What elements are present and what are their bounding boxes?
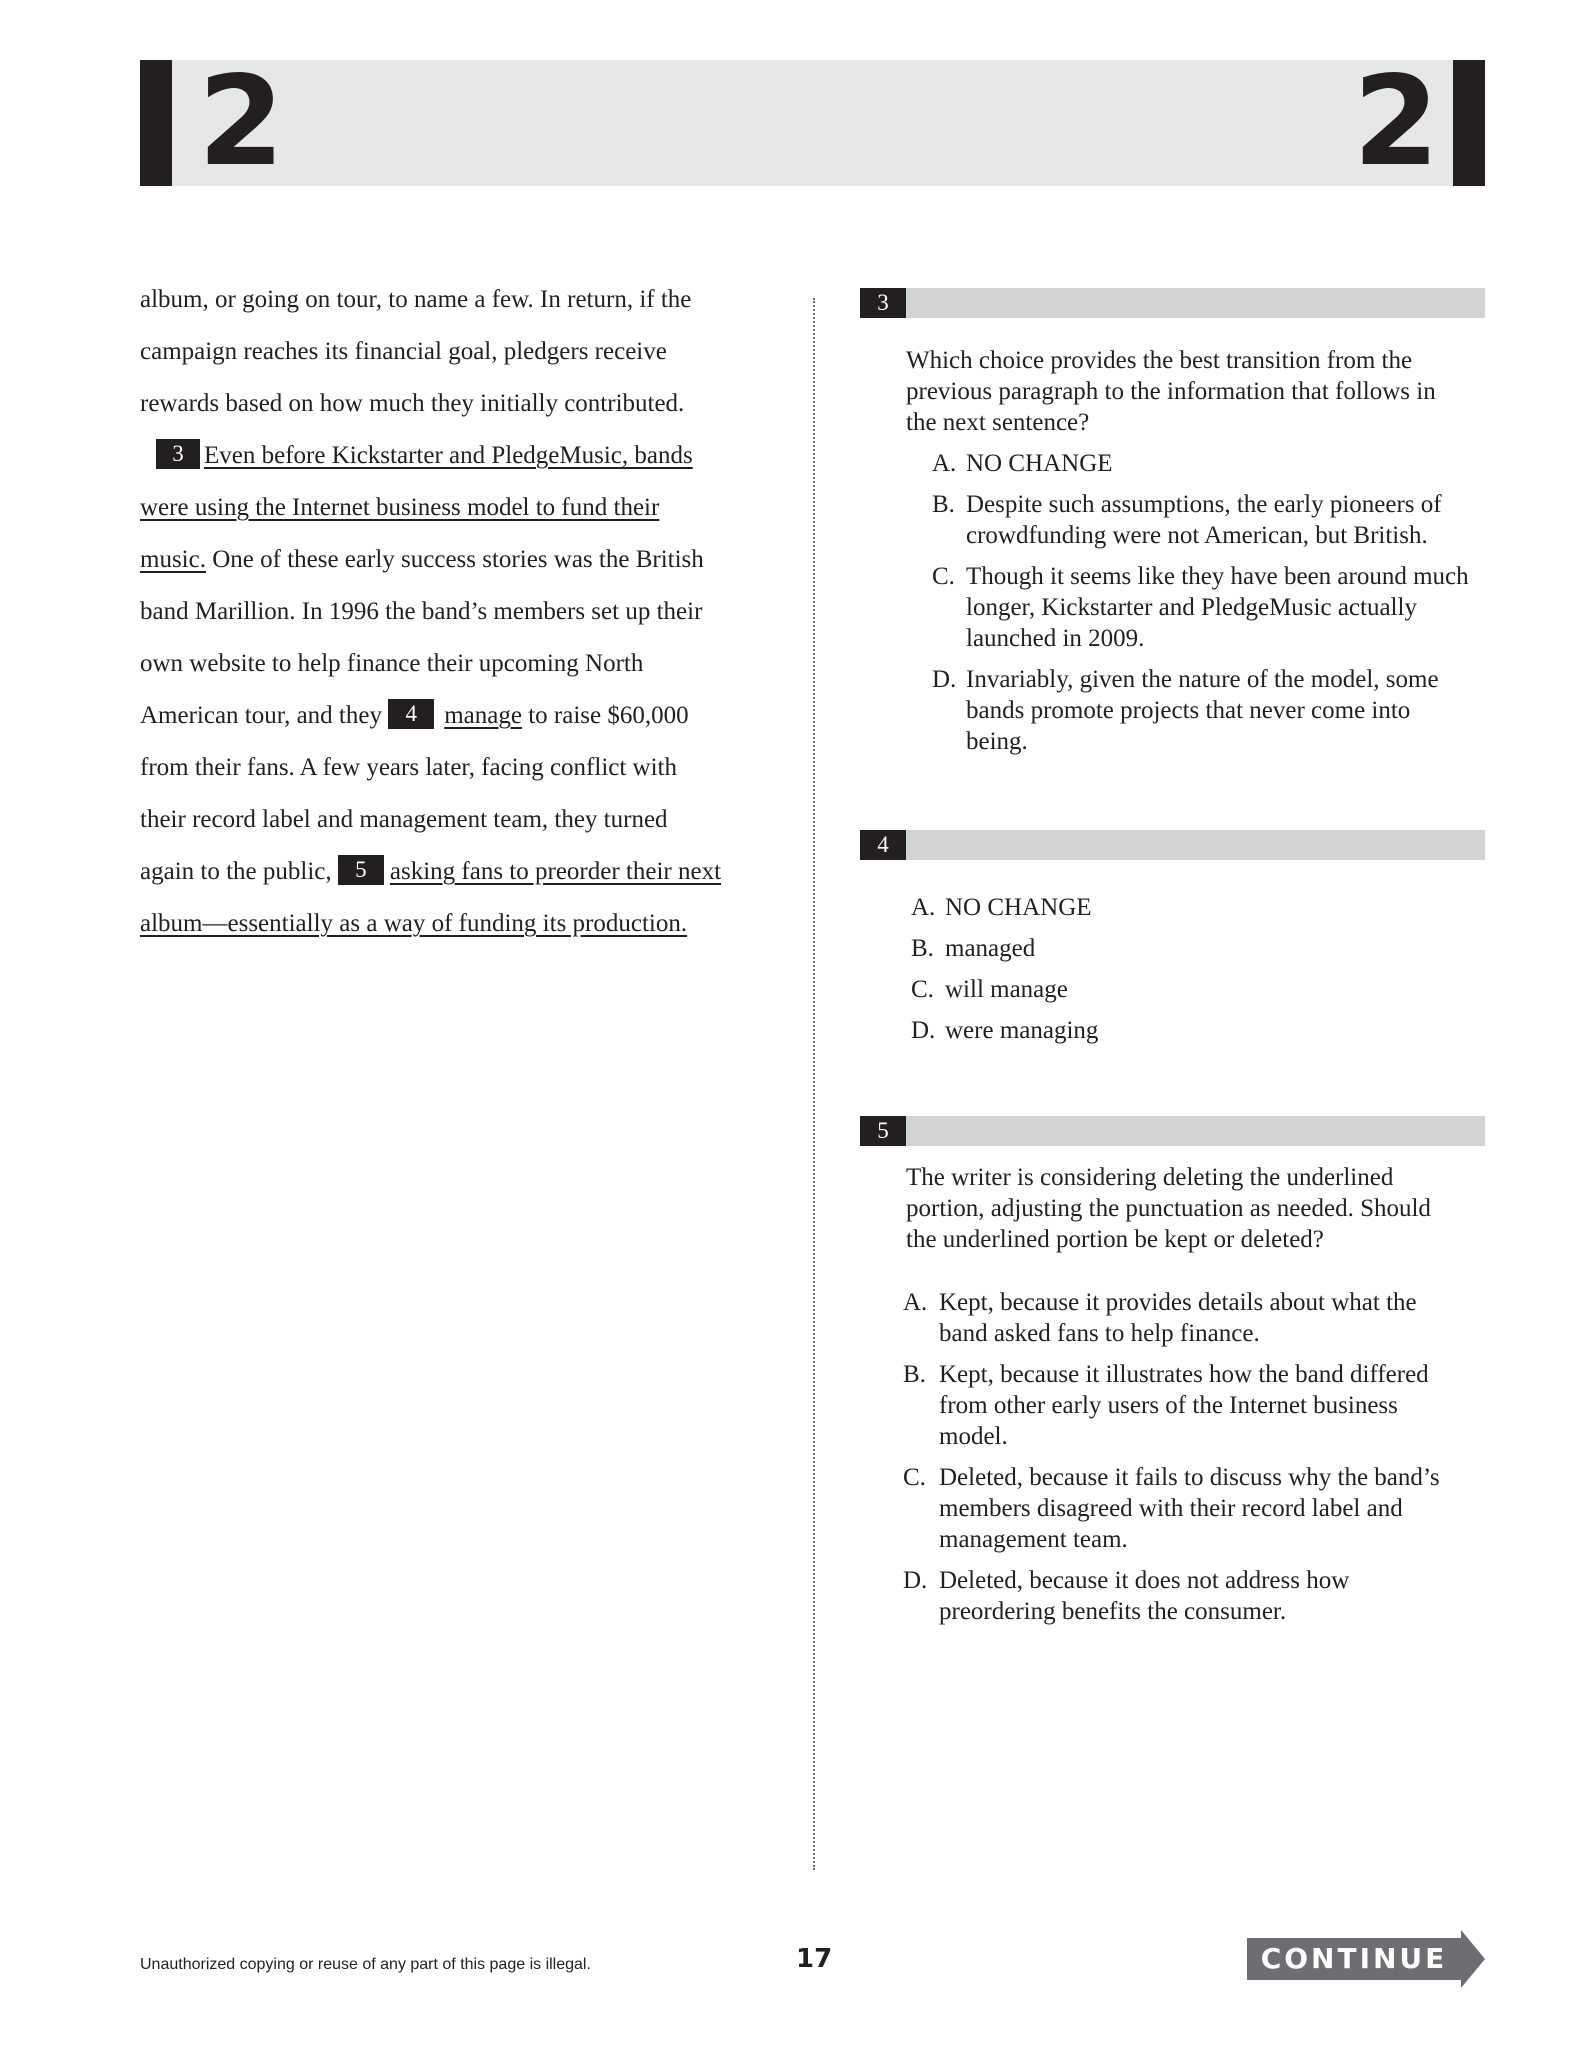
option-text: were managing <box>945 1017 1099 1044</box>
passage-text-span: again to the public, <box>140 858 338 885</box>
option-text: Kept, because it provides details about what the band asked fans to help finance. <box>939 1289 1417 1347</box>
passage-line <box>140 852 780 904</box>
option-text: NO CHANGE <box>966 450 1113 477</box>
option-text: Deleted, because it fails to discuss why the band’s members disagreed with their record label and management team. <box>939 1464 1440 1553</box>
question-5-header <box>860 1116 1485 1146</box>
option-text: Though it seems like they have been around much longer, Kickstarter and PledgeMusic actually launched in 2009. <box>966 563 1469 652</box>
passage-text-span: own website to help finance their upcoming North <box>140 650 644 677</box>
passage-line <box>140 904 780 956</box>
question-4-header <box>860 830 1485 860</box>
question-5-marker[interactable]: 5 <box>338 855 384 885</box>
option-letter: A. <box>903 1289 928 1316</box>
passage-text-span: their record label and management team, they turned <box>140 806 668 833</box>
option-letter: B. <box>911 935 934 962</box>
option-letter: C. <box>911 976 934 1003</box>
question-3-stem: Which choice provides the best transition from the previous paragraph to the information that follows in the next sentence? <box>906 347 1436 436</box>
answer-option[interactable] <box>932 664 1472 757</box>
question-5-stem: The writer is considering deleting the underlined portion, adjusting the punctuation as needed. Should the underlined portion be kept or deleted? <box>906 1164 1431 1253</box>
question-3-options <box>932 448 1472 767</box>
passage-text-span: to raise $60,000 <box>521 702 689 729</box>
passage-line <box>140 540 780 592</box>
continue-button[interactable] <box>1247 1930 1485 1988</box>
answer-option[interactable] <box>903 1462 1463 1555</box>
question-5-number: 5 <box>860 1116 906 1146</box>
option-text: will manage <box>945 976 1068 1003</box>
passage-line <box>140 488 780 540</box>
section-header-band <box>140 60 1485 186</box>
answer-option[interactable] <box>932 489 1472 551</box>
question-3-marker[interactable]: 3 <box>156 439 200 469</box>
underlined-portion-q3[interactable]: Even before Kickstarter and PledgeMusic, bands <box>204 442 693 469</box>
option-letter: C. <box>903 1464 926 1491</box>
section-number-left: 2 <box>198 50 285 194</box>
question-3-header <box>860 288 1485 318</box>
question-4-number: 4 <box>860 830 906 860</box>
answer-option[interactable] <box>911 974 1471 1005</box>
passage-line <box>140 384 780 436</box>
passage-line <box>140 748 780 800</box>
option-text: NO CHANGE <box>945 894 1092 921</box>
underlined-portion-q3[interactable]: were using the Internet business model to fund their <box>140 494 660 521</box>
option-letter: C. <box>932 563 955 590</box>
copyright-notice: Unauthorized copying or reuse of any part of this page is illegal. <box>140 1956 591 1973</box>
underlined-portion-q4[interactable]: manage <box>444 702 522 729</box>
passage-text-span: campaign reaches its financial goal, pledgers receive <box>140 338 667 365</box>
passage-text-span: One of these early success stories was the British <box>205 546 704 573</box>
answer-option[interactable] <box>911 892 1471 923</box>
answer-option[interactable] <box>911 1015 1471 1046</box>
passage-line <box>140 592 780 644</box>
option-letter: D. <box>911 1017 936 1044</box>
passage-line <box>140 332 780 384</box>
option-text: Kept, because it illustrates how the band differed from other early users of the Internet business model. <box>939 1361 1429 1450</box>
answer-option[interactable] <box>903 1359 1463 1452</box>
underlined-portion-q5[interactable]: asking fans to preorder their next <box>389 858 722 885</box>
question-4-options <box>911 892 1471 1056</box>
passage-line <box>140 800 780 852</box>
option-letter: A. <box>932 450 957 477</box>
passage-line <box>140 644 780 696</box>
answer-option[interactable] <box>932 448 1472 479</box>
passage-text-span: American tour, and they <box>140 702 389 729</box>
underlined-portion-q3[interactable]: music. <box>140 546 206 573</box>
continue-label: CONTINUE <box>1260 1942 1448 1975</box>
passage-text-span: from their fans. A few years later, facing conflict with <box>140 754 677 781</box>
section-number-right: 2 <box>1353 50 1440 194</box>
answer-option[interactable] <box>911 933 1471 964</box>
question-3-number: 3 <box>860 288 906 318</box>
passage-text-span: album, or going on tour, to name a few. In return, if the <box>140 286 692 313</box>
page-number: 17 <box>796 1944 833 1974</box>
option-letter: B. <box>903 1361 926 1388</box>
column-divider <box>813 298 815 1870</box>
passage-line <box>140 696 780 748</box>
answer-option[interactable] <box>903 1287 1463 1349</box>
option-text: Despite such assumptions, the early pioneers of crowdfunding were not American, but British. <box>966 491 1442 549</box>
passage-line <box>140 436 780 488</box>
option-letter: D. <box>932 666 957 693</box>
option-letter: B. <box>932 491 955 518</box>
section-header-right-bar <box>1453 60 1485 186</box>
question-4-marker[interactable]: 4 <box>388 699 434 729</box>
option-letter: D. <box>903 1567 928 1594</box>
section-header-left-bar <box>140 60 172 186</box>
underlined-portion-q5[interactable]: album—essentially as a way of funding its production. <box>140 910 688 937</box>
answer-option[interactable] <box>903 1565 1463 1627</box>
passage-text-span: rewards based on how much they initially contributed. <box>140 390 685 417</box>
passage-text <box>140 280 780 956</box>
option-text: Deleted, because it does not address how preordering benefits the consumer. <box>939 1567 1350 1625</box>
passage-line <box>140 280 780 332</box>
passage-text-span: band Marillion. In 1996 the band’s members set up their <box>140 598 703 625</box>
option-text: managed <box>945 935 1036 962</box>
option-letter: A. <box>911 894 936 921</box>
option-text: Invariably, given the nature of the model, some bands promote projects that never come into being. <box>966 666 1439 755</box>
question-5-options <box>903 1287 1463 1637</box>
answer-option[interactable] <box>932 561 1472 654</box>
